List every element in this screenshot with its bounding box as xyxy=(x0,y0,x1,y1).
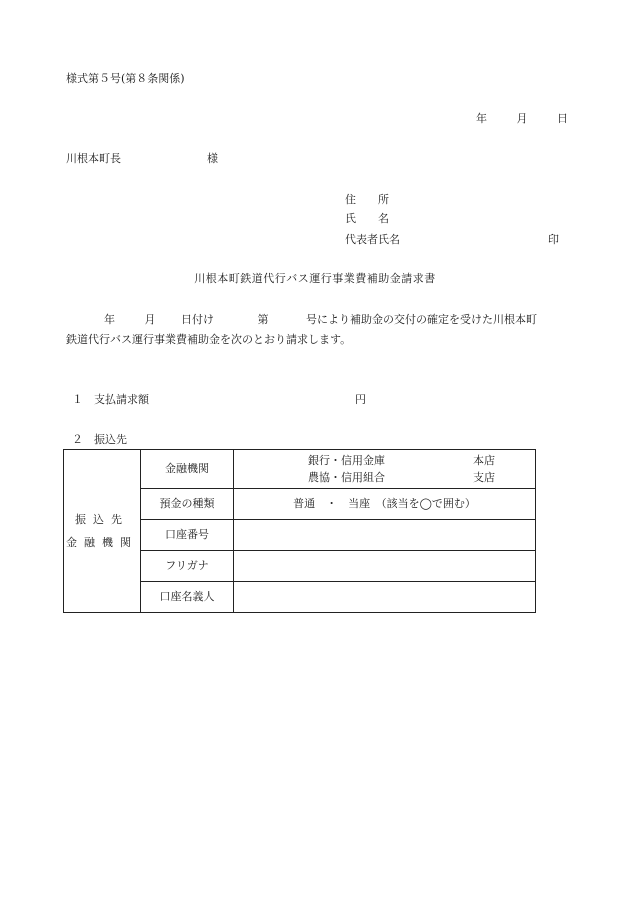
side-label-line-1: 振込先 xyxy=(75,512,129,526)
bank-label: 金融機関 xyxy=(141,450,234,489)
bank-account-table xyxy=(63,449,536,613)
body-year: 年 xyxy=(104,313,115,326)
form-number: 様式第５号(第８条関係) xyxy=(66,72,185,85)
date-month: 月 xyxy=(516,112,528,125)
date-day: 日 xyxy=(557,112,568,125)
side-label-line-2: 金融機関 xyxy=(66,536,138,549)
account-holder-label: 口座名義人 xyxy=(141,582,234,613)
addressee xyxy=(66,153,218,164)
applicant-representative-label: 代表者氏名 xyxy=(345,233,400,246)
transfer-bank-side-label xyxy=(64,450,141,613)
body-line-2: 鉄道代行バス運行事業費補助金を次のとおり請求します。 xyxy=(66,333,352,346)
applicant-name-label: 氏 名 xyxy=(345,212,389,225)
body-month: 月 xyxy=(144,313,156,326)
bank-type-2: 農協・信用組合 xyxy=(308,471,385,484)
payment-amount-unit: 円 xyxy=(355,393,366,406)
addressee-honorific: 様 xyxy=(207,152,218,165)
body-dated: 日付け xyxy=(181,313,214,326)
account-holder-field[interactable] xyxy=(234,582,536,613)
payment-amount-label: １ 支払請求額 xyxy=(72,393,149,406)
payment-amount-item xyxy=(72,394,366,405)
date-year: 年 xyxy=(476,112,487,125)
body-rest: 号により補助金の交付の確定を受けた川根本町 xyxy=(306,313,537,326)
seal-mark: 印 xyxy=(548,233,559,246)
body-line-1 xyxy=(104,314,537,325)
bank-type-1: 銀行・信用金庫 xyxy=(308,453,385,467)
furigana-field[interactable] xyxy=(234,551,536,582)
document-title: 川根本町鉄道代行バス運行事業費補助金請求書 xyxy=(194,272,436,285)
account-number-label: 口座番号 xyxy=(141,520,234,551)
bank-name-field[interactable] xyxy=(234,450,536,489)
addressee-name: 川根本町長 xyxy=(66,152,121,165)
applicant-address-label: 住 所 xyxy=(345,193,389,206)
branch-type-2: 支店 xyxy=(473,471,495,484)
branch-type-1: 本店 xyxy=(473,453,495,467)
bank-row xyxy=(64,450,536,489)
furigana-label: フリガナ xyxy=(141,551,234,582)
body-dai: 第 xyxy=(257,313,269,326)
transfer-destination-label: ２ 振込先 xyxy=(72,433,127,446)
account-type-label: 預金の種類 xyxy=(141,489,234,520)
account-number-field[interactable] xyxy=(234,520,536,551)
date-line xyxy=(476,113,568,124)
account-type-field[interactable]: 普通 ・ 当座 （該当を◯で囲む） xyxy=(234,489,536,520)
